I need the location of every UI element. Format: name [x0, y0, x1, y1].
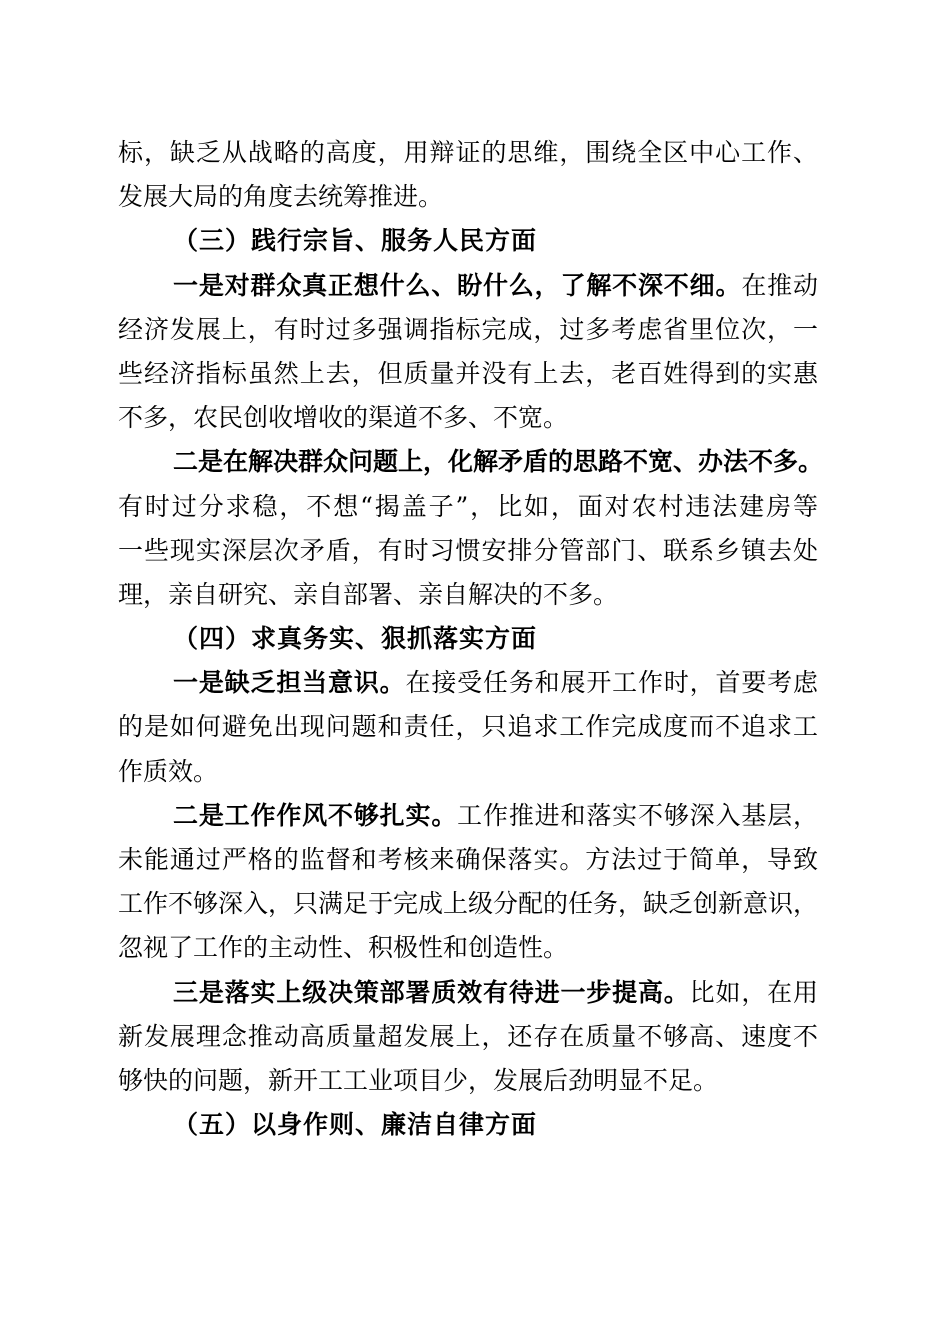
paragraph-3-2	[118, 440, 824, 617]
bold-lead: 二是在解决群众问题上，化解矛盾的思路不宽、办法不多。	[173, 447, 824, 477]
text-run: 工作推进和落实不够深入基层，	[457, 800, 818, 830]
text-line: 新发展理念推动高质量超发展上，还存在质量不够高、速度不	[118, 1021, 818, 1051]
text-line: 有时过分求稳，不想“揭盖子”，比如，面对农村违法建房等	[118, 491, 818, 521]
text-line: 忽视了工作的主动性、积极性和创造性。	[118, 933, 569, 963]
text-line: 够快的问题，新开工工业项目少，发展后劲明显不足。	[118, 1065, 719, 1095]
text-line	[118, 264, 818, 308]
text-run: 在接受任务和展开工作时，首要考虑	[405, 668, 818, 698]
document-page	[118, 131, 824, 1147]
bold-lead: 一是缺乏担当意识。	[173, 668, 406, 698]
paragraph-4-1	[118, 661, 818, 794]
text-line: 未能通过严格的监督和考核来确保落实。方法过于简单，导致	[118, 845, 818, 874]
text-line	[118, 440, 824, 484]
text-line	[118, 794, 818, 838]
text-line: 理，亲自研究、亲自部署、亲自解决的不多。	[118, 579, 619, 609]
bold-lead: 一是对群众真正想什么、盼什么，了解不深不细。	[173, 270, 742, 300]
text-line: 经济发展上，有时过多强调指标完成，过多考虑省里位次，一	[118, 314, 818, 344]
section-heading-3: （三）践行宗旨、服务人民方面	[173, 226, 538, 256]
text-line: 发展大局的角度去统筹推进。	[118, 182, 444, 212]
text-line	[118, 661, 818, 705]
paragraph-4-2	[118, 794, 818, 971]
text-line: 工作不够深入，只满足于完成上级分配的任务，缺乏创新意识，	[118, 889, 819, 919]
paragraph-continued	[118, 131, 818, 219]
bold-lead: 三是落实上级决策部署质效有待进一步提高。	[173, 977, 690, 1007]
text-line: 不多，农民创收增收的渠道不多、不宽。	[118, 403, 569, 433]
text-line	[118, 971, 818, 1015]
paragraph-4-3	[118, 971, 818, 1104]
text-line: 些经济指标虽然上去，但质量并没有上去，老百姓得到的实惠	[118, 358, 818, 388]
text-run: 在推动	[741, 270, 818, 300]
paragraph-3-1	[118, 264, 818, 441]
text-line: 的是如何避免出现问题和责任，只追求工作完成度而不追求工	[118, 712, 818, 742]
section-heading-4: （四）求真务实、狠抓落实方面	[173, 624, 538, 654]
text-run: 比如，在用	[689, 977, 818, 1007]
text-line: 标，缺乏从战略的高度，用辩证的思维，围绕全区中心工作、	[118, 138, 818, 167]
text-line: 一些现实深层次矛盾，有时习惯安排分管部门、联系乡镇去处	[118, 535, 818, 565]
bold-lead: 二是工作作风不够扎实。	[173, 800, 458, 830]
section-heading-5: （五）以身作则、廉洁自律方面	[173, 1110, 538, 1140]
text-line: 作质效。	[118, 756, 219, 786]
